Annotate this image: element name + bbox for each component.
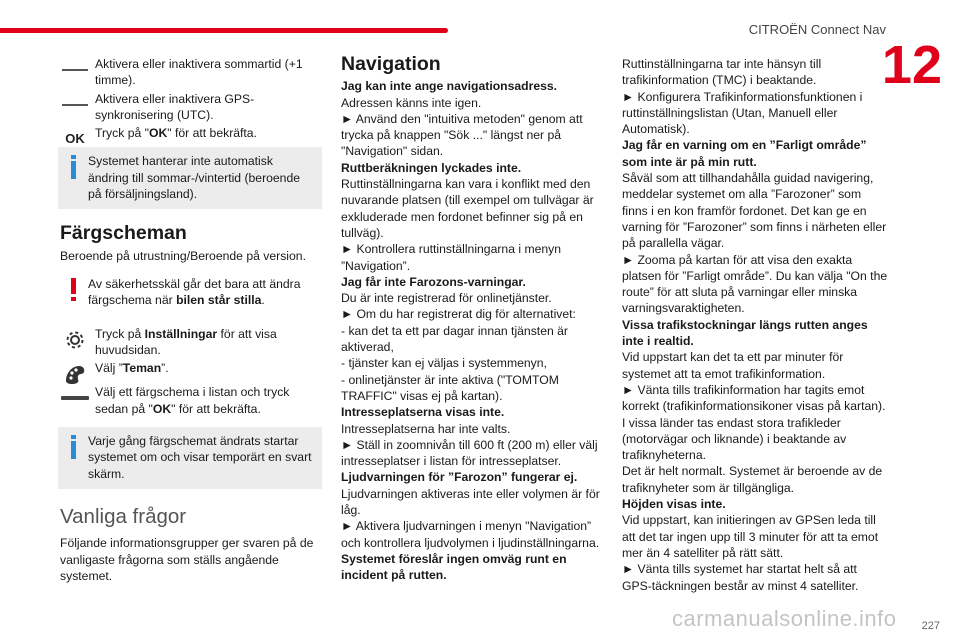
ok-icon: OK <box>65 131 85 147</box>
faq-answer-line: - tjänster kan ej väljas i systemmenyn, <box>341 356 547 371</box>
step-themes <box>60 360 322 376</box>
page-number: 227 <box>921 620 940 632</box>
faq-answer-line: ► Ställ in zoomnivån till 600 ft (200 m) eller välj intresseplatser i listan för intresseplatser. <box>341 437 598 469</box>
faq-answer-line: Såväl som att tillhandahålla guidad navigering, meddelar systemet om alla ”Farozoner” som finns i en kon framför fordonet. Det kan ge en varning för ”Farozoner” som finns i närheten eller på parallella vägar. <box>622 171 887 251</box>
step-select-scheme <box>60 384 322 417</box>
line-icon <box>60 58 90 82</box>
faq-answer-line: ► Vänta tills systemet har startat helt så att GPS-täckningen består av minst 4 satelliter. <box>622 562 859 593</box>
faq-answer-line: Ruttinställningarna tar inte hänsyn till trafikinformation (TMC) i beaktande. <box>622 57 822 88</box>
section-title-faq: Vanliga frågor <box>60 504 187 528</box>
faq-answer-line: ► Använd den "intuitiva metoden" genom att trycka på knappen "Sök ..." längst ner på "Navigation" sidan. <box>341 111 583 159</box>
info-note <box>58 147 322 209</box>
info-note-text: Varje gång färgschemat ändrats startar systemet om och visar temporärt en svart skärm. <box>88 434 312 481</box>
step-text: Tryck på Inställningar för att visa huvudsidan. <box>95 326 277 357</box>
step-text: Tryck på "OK" för att bekräfta. <box>95 126 257 141</box>
palette-icon <box>60 362 90 386</box>
step-text: Välj ”Teman”. <box>95 361 169 376</box>
faq-answer-line: Intresseplatserna har inte valts. <box>341 421 511 436</box>
faq-answer-line: - onlinetjänster är inte aktiva ("TOMTOM TRAFFIC" visas ej på kartan). <box>341 372 559 403</box>
step-text: Välj ett färgschema i listan och tryck sedan på "OK" för att bekräfta. <box>95 385 290 416</box>
faq-answer-line: Ljudvarningen aktiveras inte eller volymen är för låg. <box>341 486 600 518</box>
faq-answer-line: ► Om du har registrerat dig för alternativet: <box>341 307 576 322</box>
step-dst <box>60 56 322 89</box>
header-accent-bar <box>0 28 448 33</box>
step-settings <box>60 326 322 359</box>
watermark-text: carmanualsonline.info <box>672 606 897 631</box>
color-schemes-intro: Beroende på utrustning/Beroende på version. <box>60 248 306 263</box>
warning-note <box>58 270 322 316</box>
faq-answer-line: Adressen känns inte igen. <box>341 95 482 110</box>
faq-question: Jag får en varning om en ”Farligt område” som inte är på min rutt. <box>622 138 867 169</box>
faq-answer-line: ► Vänta tills trafikinformation har tagits emot korrekt (trafikinformationsikoner visas på kartan). <box>622 382 886 414</box>
info-icon <box>68 435 80 461</box>
faq-question: Ruttberäkningen lyckades inte. <box>341 160 522 175</box>
warning-icon <box>68 278 80 304</box>
faq-intro: Följande informationsgrupper ger svaren på de vanligaste frågorna som ställs angående systemet. <box>60 536 314 583</box>
info-note <box>58 427 322 489</box>
faq-question: Systemet föreslår ingen omväg runt en incident på rutten. <box>341 551 567 583</box>
info-note-text: Systemet hanterar inte automatisk ändring till sommar-/vintertid (beroende på försäljningsland). <box>88 154 301 202</box>
step-text: Aktivera eller inaktivera sommartid (+1 timme). <box>95 57 303 88</box>
faq-answer-line: Vid uppstart kan det ta ett par minuter för systemet att ta emot trafikinformation. <box>622 350 844 381</box>
running-title: CITROËN Connect Nav <box>748 22 886 37</box>
section-title-navigation: Navigation <box>341 53 441 75</box>
faq-answer-line: I vissa länder tas endast stora trafikleder (motorvägar och liknande) i beaktande av trafiknyheterna. <box>622 415 847 463</box>
faq-answer-line: Vid uppstart, kan initieringen av GPSen leda till att det tar ingen upp till 3 minuter för att ta emot mer än 4 satelliter på rätt sätt. <box>622 513 879 560</box>
faq-question: Jag kan inte ange navigationsadress. <box>341 79 558 94</box>
section-title-color-schemes: Färgscheman <box>60 222 187 245</box>
faq-question: Vissa trafikstockningar längs rutten anges inte i realtid. <box>622 317 868 349</box>
warning-text: Av säkerhetsskäl går det bara att ändra färgschema när bilen står stilla. <box>88 276 301 308</box>
chapter-number: 12 <box>881 35 942 95</box>
column-middle <box>341 53 603 584</box>
faq-answer-line: ► Konfigurera Trafikinformationsfunktionen i ruttinställningslistan (Utan, Manuell eller Automatisk). <box>622 89 863 137</box>
info-icon <box>68 155 80 181</box>
faq-question: Höjden visas inte. <box>622 497 726 512</box>
faq-question: Jag får inte Farozons-varningar. <box>341 274 526 289</box>
faq-answer-line: - kan det ta ett par dagar innan tjänsten är aktiverad, <box>341 323 568 355</box>
gear-icon <box>60 328 90 352</box>
faq-answer-line: Du är inte registrerad för onlinetjänster. <box>341 291 552 306</box>
faq-answer-line: Det är helt normalt. Systemet är beroende av de trafiknyheter som är tillgängliga. <box>622 464 883 495</box>
faq-question: Intresseplatserna visas inte. <box>341 405 505 420</box>
column-left <box>60 56 322 584</box>
faq-answer-line: ► Kontrollera ruttinställningarna i menyn ”Navigation”. <box>341 242 562 273</box>
line-icon <box>60 93 90 117</box>
bar-icon <box>60 386 90 410</box>
faq-answer-line: ► Aktivera ljudvarningen i menyn "Navigation” och kontrollera ljudvolymen i ljudinställningarna. <box>341 519 600 550</box>
step-text: Aktivera eller inaktivera GPS-synkronisering (UTC). <box>95 91 255 122</box>
faq-question: Ljudvarningen för ”Farozon” fungerar ej. <box>341 470 578 485</box>
step-ok <box>60 125 322 147</box>
step-gps-sync <box>60 91 322 124</box>
faq-answer-line: ► Zooma på kartan för att visa den exakta platsen för ”Farligt område”. Du kan välja "On the route” för att sluta på varningar eller minska varningsvaraktigheten. <box>622 252 888 316</box>
faq-list <box>622 56 888 594</box>
faq-answer-line: Ruttinställningarna kan vara i konflikt med den nuvarande platsen (till exempel om tullvägar är exkluderade men fordonet befinner sig på en tullväg). <box>341 177 594 240</box>
faq-list <box>341 78 603 583</box>
column-right <box>622 56 888 594</box>
